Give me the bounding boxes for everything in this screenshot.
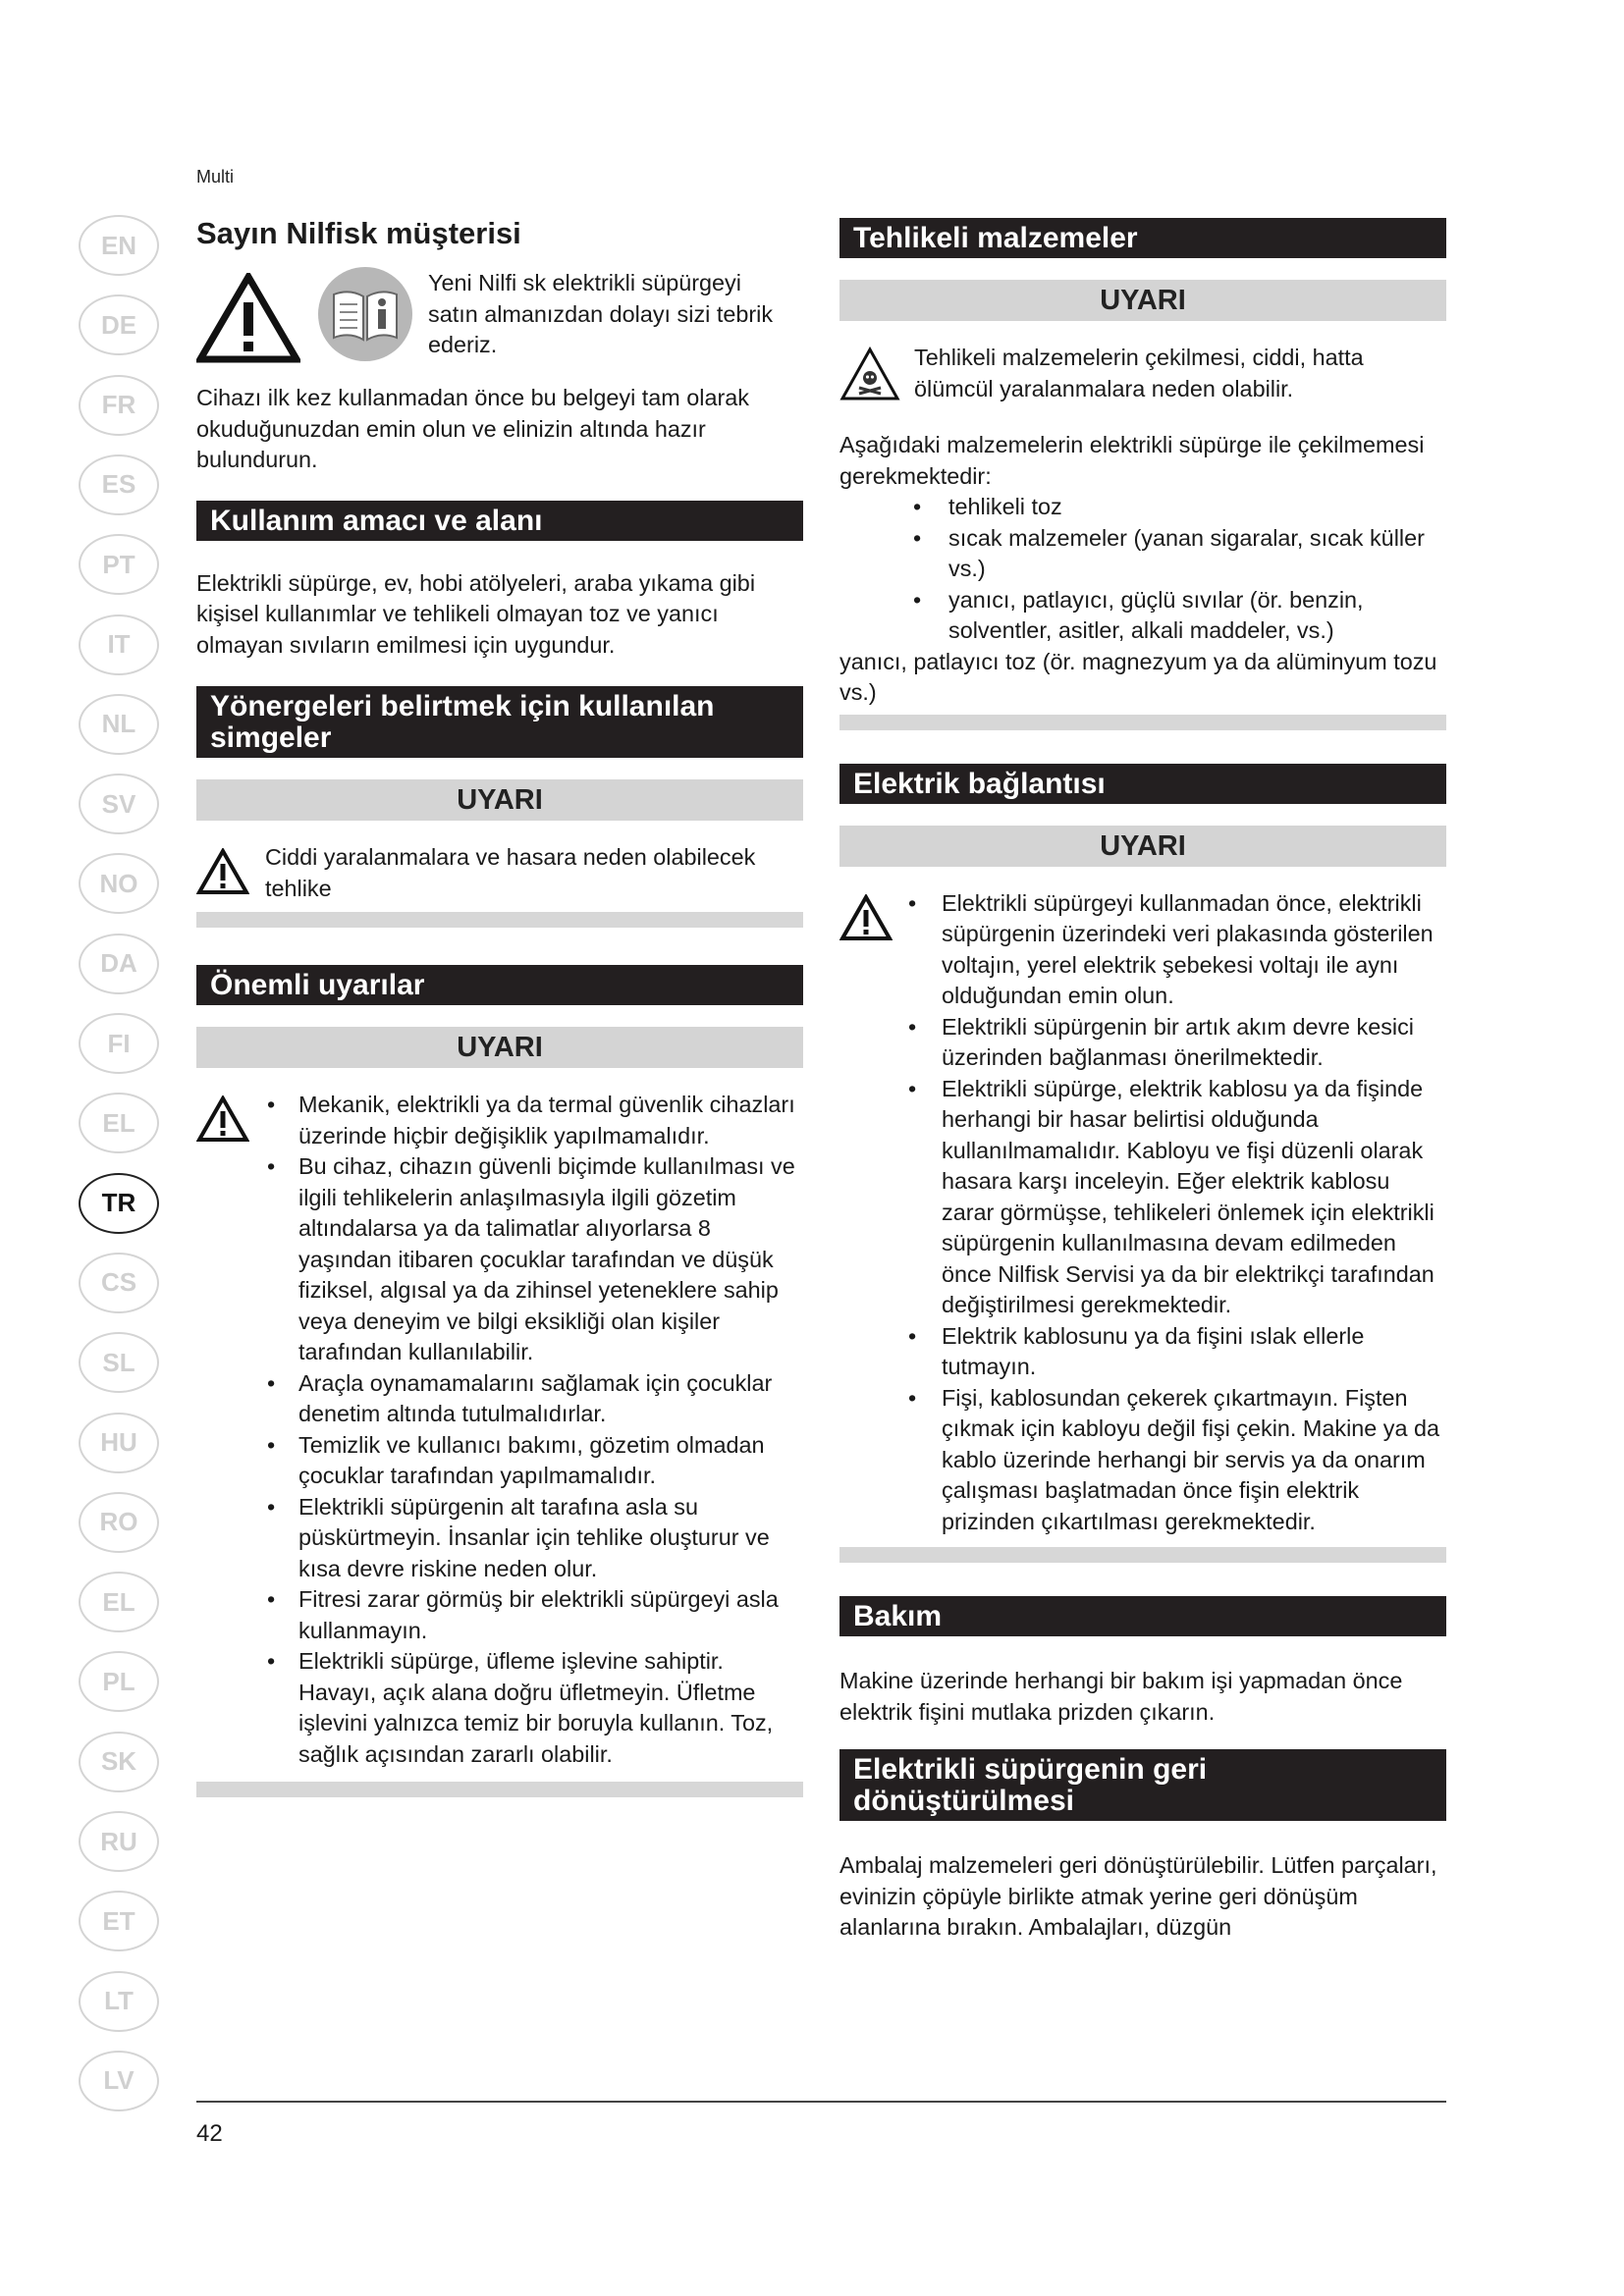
bullet-icon: •	[908, 1075, 917, 1101]
list-item-text: Fişi, kablosundan çekerek çıkartmayın. Fişten çıkmak için kabloyu değil fişi çekin. Makine ya da kablo üzerinde herhangi bir servis ya da onarım çalışması başlatmadan önce fişin elektrik prizinden çıkartılması gerekmektedir.	[942, 1384, 1440, 1534]
language-tab-en[interactable]: EN	[79, 215, 159, 276]
electric-warning-header: UYARI	[839, 826, 1446, 867]
list-item	[906, 888, 1446, 1012]
warning-triangle-icon	[196, 273, 300, 363]
list-item	[906, 1074, 1446, 1321]
maintenance-section-title: Bakım	[839, 1596, 1446, 1636]
footer-rule	[196, 2101, 1446, 2103]
list-item	[906, 1012, 1446, 1074]
bullet-icon: •	[908, 1013, 917, 1040]
language-tab-lt[interactable]: LT	[79, 1971, 159, 2032]
symbols-warning-row	[196, 842, 803, 904]
separator	[839, 715, 1446, 730]
electric-list	[906, 888, 1446, 1538]
list-item	[265, 1090, 803, 1151]
language-tab-lv[interactable]: LV	[79, 2051, 159, 2111]
bullet-icon: •	[913, 586, 922, 613]
list-item-text: sıcak malzemeler (yanan sigaralar, sıcak küller vs.)	[948, 524, 1425, 581]
recycle-text: Ambalaj malzemeleri geri dönüştürülebilir. Lütfen parçaları, evinizin çöpüyle birlikte atmak yerine geri dönüşüm alanlarına bırakın. Ambalajları, düzgün	[839, 1852, 1437, 1940]
list-item-text: tehlikeli toz	[948, 494, 1062, 519]
language-tab-el[interactable]: EL	[79, 1093, 159, 1153]
bullet-icon: •	[267, 1431, 276, 1458]
language-tab-fi[interactable]: FI	[79, 1013, 159, 1074]
important-warning-row	[196, 1090, 803, 1770]
symbols-warning-text: Ciddi yaralanmalara ve hasara neden olabilecek tehlike	[265, 844, 756, 901]
list-item-text: Elektrikli süpürge, elektrik kablosu ya da fişinde herhangi bir hasar belirtisi olduğunda kullanılmamalıdır. Kabloyu ve fişi düzenli olarak hasara karşı inceleyin. Eğer elektrik kablosu zarar görmüşse, tehlikeleri önlemek için elektrikli süpürgenin kullanılmasına devam edilmeden önce Nilfisk Servisi ya da bir elektrikçi tarafından değiştirilmesi gerekmektedir.	[942, 1075, 1435, 1317]
hazard-intro: Aşağıdaki malzemelerin elektrikli süpürge ile çekilmemesi gerekmektedir:	[839, 432, 1425, 489]
language-tab-de[interactable]: DE	[79, 294, 159, 355]
list-item	[265, 1492, 803, 1585]
separator	[196, 1782, 803, 1797]
list-item	[265, 1430, 803, 1492]
language-tab-ro[interactable]: RO	[79, 1492, 159, 1553]
brand-label: Multi	[196, 167, 235, 187]
list-item-text: Elektrikli süpürge, üfleme işlevine sahiptir. Havayı, açık alana doğru üfletmeyin. Üfletme işlevini yalnızca temiz bir boruyla kullanın. Toz, sağlık açısından zararlı olabilir.	[298, 1648, 774, 1767]
list-item-text: Araçla oynamamalarını sağlamak için çocuklar denetim altında tutulmalıdırlar.	[298, 1369, 773, 1426]
hazard-section-title: Tehlikeli malzemeler	[839, 218, 1446, 258]
bullet-icon: •	[267, 1648, 276, 1674]
list-item	[906, 1321, 1446, 1383]
page-number: 42	[196, 2120, 223, 2147]
bullet-icon: •	[908, 889, 917, 916]
language-tab-hu[interactable]: HU	[79, 1413, 159, 1473]
hazard-extra: yanıcı, patlayıcı toz (ör. magnezyum ya da alüminyum tozu vs.)	[839, 648, 1437, 705]
hazard-warning-row	[839, 343, 1446, 404]
language-tab-it[interactable]: IT	[79, 614, 159, 675]
list-item	[906, 1383, 1446, 1538]
bullet-icon: •	[913, 494, 922, 519]
important-warning-header: UYARI	[196, 1027, 803, 1068]
language-tab-nl[interactable]: NL	[79, 694, 159, 755]
list-item	[265, 1368, 803, 1430]
list-item-text: Mekanik, elektrikli ya da termal güvenlik cihazları üzerinde hiçbir değişiklik yapılmamalıdır.	[298, 1092, 795, 1148]
list-item	[265, 1151, 803, 1368]
bullet-icon: •	[267, 1586, 276, 1612]
symbols-warning-header: UYARI	[196, 779, 803, 821]
usage-text: Elektrikli süpürge, ev, hobi atölyeleri, araba yıkama gibi kişisel kullanımlar ve tehlikeli olmayan toz ve yanıcı olmayan sıvıların emilmesi için uygundur.	[196, 569, 756, 658]
list-item-text: Elektrikli süpürgenin bir artık akım devre kesici üzerinden bağlanması önerilmektedir.	[942, 1013, 1414, 1070]
list-item	[913, 523, 1446, 585]
language-tab-el[interactable]: EL	[79, 1572, 159, 1632]
intro-block	[196, 271, 803, 363]
language-tab-sv[interactable]: SV	[79, 774, 159, 834]
warning-triangle-icon	[196, 848, 249, 895]
language-tab-tr[interactable]: TR	[79, 1173, 159, 1234]
language-tab-sl[interactable]: SL	[79, 1332, 159, 1393]
electric-warning-row	[839, 888, 1446, 1538]
bullet-icon: •	[267, 1153, 276, 1179]
language-tab-fr[interactable]: FR	[79, 375, 159, 436]
language-tab-no[interactable]: NO	[79, 853, 159, 914]
important-section-title: Önemli uyarılar	[196, 965, 803, 1005]
read-first-text: Cihazı ilk kez kullanmadan önce bu belgeyi tam olarak okuduğunuzdan emin olun ve elinizin altında hazır bulundurun.	[196, 385, 749, 472]
list-item-text: Temizlik ve kullanıcı bakımı, gözetim olmadan çocuklar tarafından yapılmamalıdır.	[298, 1431, 765, 1488]
warning-triangle-icon	[839, 894, 893, 941]
hazard-warning-header: UYARI	[839, 280, 1446, 321]
toxic-hazard-icon	[839, 347, 900, 401]
symbols-section-title: Yönergeleri belirtmek için kullanılan simgeler	[196, 686, 803, 758]
language-tab-ru[interactable]: RU	[79, 1811, 159, 1872]
separator	[839, 1547, 1446, 1563]
language-tab-sk[interactable]: SK	[79, 1732, 159, 1792]
bullet-icon: •	[267, 1092, 276, 1117]
electric-section-title: Elektrik bağlantısı	[839, 764, 1446, 804]
intro-text: Yeni Nilfi sk elektrikli süpürgeyi satın almanızdan dolayı sizi tebrik ederiz.	[428, 270, 774, 357]
separator	[196, 912, 803, 928]
bullet-icon: •	[267, 1369, 276, 1396]
important-list	[265, 1090, 803, 1770]
left-column	[196, 216, 803, 1797]
language-tab-da[interactable]: DA	[79, 934, 159, 994]
read-manual-icon	[316, 265, 414, 363]
bullet-icon: •	[267, 1493, 276, 1520]
list-item-text: Bu cihaz, cihazın güvenli biçimde kullanılması ve ilgili tehlikelerin anlaşılmasıyla ilgili gözetim altındalarsa ya da talimatlar alıyorlarsa 8 yaşından itibaren çocuklar tarafından ve düşük fiziksel, algısal ya da zihinsel yeteneklere sahip veya deneyim ve bilgi eksikliği olan kişiler tarafından kullanılabilir.	[298, 1153, 795, 1364]
bullet-icon: •	[913, 524, 922, 551]
language-tab-cs[interactable]: CS	[79, 1253, 159, 1313]
hazard-list	[913, 492, 1446, 647]
bullet-icon: •	[908, 1384, 917, 1411]
list-item-text: yanıcı, patlayıcı, güçlü sıvılar (ör. benzin, solventler, asitler, alkali maddeler, vs.)	[948, 586, 1364, 643]
list-item	[913, 492, 1446, 523]
list-item-text: Elektrikli süpürgenin alt tarafına asla su püskürtmeyin. İnsanlar için tehlike oluşturur ve kısa devre riskine neden olur.	[298, 1493, 770, 1581]
language-tab-et[interactable]: ET	[79, 1891, 159, 1951]
list-item-text: Fitresi zarar görmüş bir elektrikli süpürgeyi asla kullanmayın.	[298, 1586, 779, 1643]
list-item-text: Elektrik kablosunu ya da fişini ıslak ellerle tutmayın.	[942, 1322, 1365, 1379]
right-column	[839, 218, 1446, 1944]
bullet-icon: •	[908, 1322, 917, 1349]
warning-triangle-icon	[196, 1095, 249, 1143]
language-tab-es[interactable]: ES	[79, 454, 159, 515]
language-tab-pt[interactable]: PT	[79, 534, 159, 595]
hazard-warning-text: Tehlikeli malzemelerin çekilmesi, ciddi, hatta ölümcül yaralanmalara neden olabilir.	[914, 345, 1364, 401]
list-item-text: Elektrikli süpürgeyi kullanmadan önce, elektrikli süpürgenin üzerindeki veri plakasında gösterilen voltajın, yerel elektrik şebekesi voltajı ile aynı olduğundan emin olun.	[942, 889, 1434, 1008]
recycle-section-title: Elektrikli süpürgenin geri dönüştürülmesi	[839, 1749, 1446, 1821]
greeting-title: Sayın Nilfisk müşterisi	[196, 216, 521, 250]
maintenance-text: Makine üzerinde herhangi bir bakım işi yapmadan önce elektrik fişini mutlaka prizden çıkarın.	[839, 1668, 1403, 1725]
language-tab-pl[interactable]: PL	[79, 1651, 159, 1712]
list-item	[265, 1646, 803, 1770]
usage-section-title: Kullanım amacı ve alanı	[196, 501, 803, 541]
list-item	[265, 1584, 803, 1646]
list-item	[913, 585, 1446, 647]
